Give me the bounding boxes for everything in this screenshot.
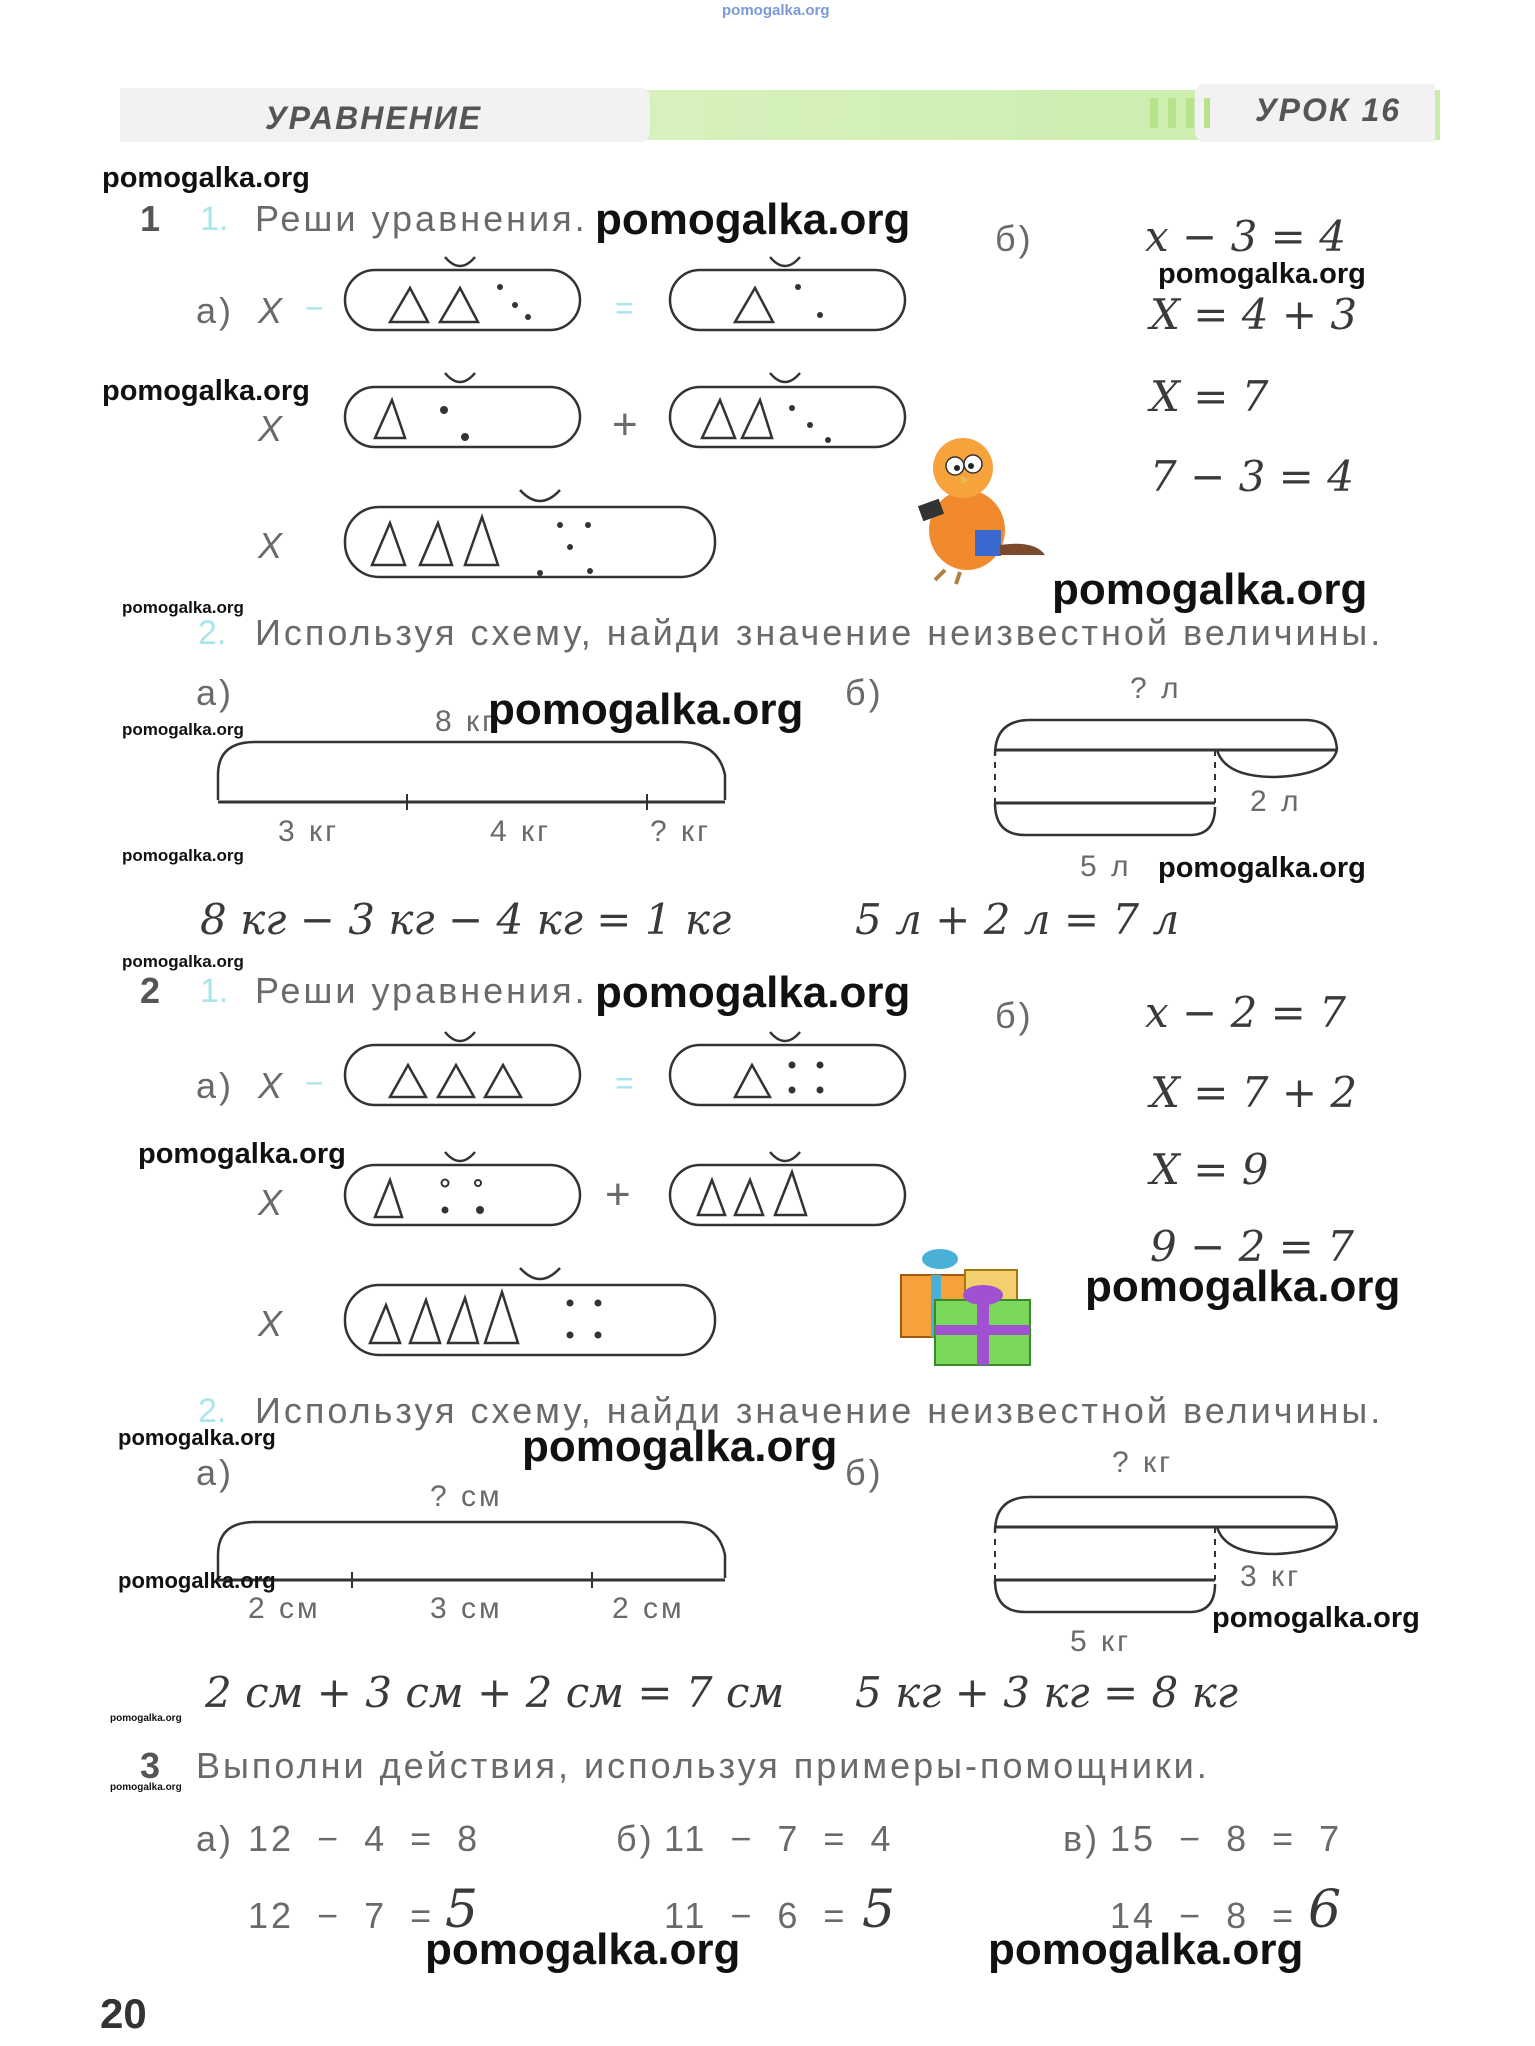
task2-equals: = bbox=[615, 1065, 634, 1101]
watermark: pomogalka.org bbox=[122, 720, 244, 739]
header-stripes bbox=[1150, 98, 1210, 128]
task2-minus: − bbox=[305, 1065, 324, 1101]
task1-diagram-a-part2: 4 кг bbox=[490, 815, 552, 848]
watermark: pomogalka.org bbox=[1158, 852, 1366, 884]
task1-diagram-b-bottom: 5 л bbox=[1080, 850, 1132, 883]
task3-a-task: 12 − 7 = bbox=[248, 1895, 435, 1936]
task2-solution-line2: X = 7 + 2 bbox=[1150, 1068, 1358, 1117]
task1-answer-b: 5 л + 2 л = 7 л bbox=[855, 895, 1180, 944]
page-title: УРАВНЕНИЕ bbox=[265, 100, 483, 136]
watermark: pomogalka.org bbox=[118, 1568, 276, 1593]
task1-diagram-b-top: 2 л bbox=[1250, 785, 1302, 818]
task1-number: 1 bbox=[140, 198, 161, 239]
task1-label-b: б) bbox=[995, 218, 1034, 259]
task1-minus: − bbox=[305, 290, 324, 326]
task3-a-helper: 12 − 4 = 8 bbox=[248, 1818, 481, 1859]
watermark: pomogalka.org bbox=[1158, 258, 1366, 290]
task1-x2: X bbox=[258, 408, 286, 449]
task2-sub1-number: 1. bbox=[200, 972, 229, 1010]
task2-diagram-a-part1: 2 см bbox=[248, 1592, 321, 1625]
task1-diagram-label-a: а) bbox=[196, 672, 235, 713]
watermark: pomogalka.org bbox=[425, 1925, 741, 1974]
task3-b-helper: 11 − 7 = 4 bbox=[664, 1818, 894, 1859]
watermark: pomogalka.org bbox=[102, 375, 310, 407]
task2-x3: X bbox=[258, 1303, 286, 1344]
task1-solution-line3: X = 7 bbox=[1150, 372, 1269, 421]
task1-diagram-label-b: б) bbox=[845, 672, 884, 713]
task2-diagram-a-part2: 3 см bbox=[430, 1592, 503, 1625]
watermark: pomogalka.org bbox=[110, 1782, 182, 1793]
watermark: pomogalka.org bbox=[1085, 1262, 1401, 1311]
task2-sub1-text: Реши уравнения. bbox=[255, 970, 588, 1011]
task2-label-a: а) bbox=[196, 1065, 235, 1106]
lesson-label: УРОК 16 bbox=[1255, 92, 1402, 128]
task1-sub1-text: Реши уравнения. bbox=[255, 198, 588, 239]
task3-b-answer: 5 bbox=[862, 1880, 896, 1940]
task3-c-label: в) bbox=[1063, 1818, 1101, 1859]
task2-diagram-a bbox=[210, 1510, 740, 1590]
watermark: pomogalka.org bbox=[122, 598, 244, 617]
task2-x1: X bbox=[258, 1065, 286, 1106]
watermark: pomogalka.org bbox=[118, 1425, 276, 1450]
task1-plus: + bbox=[612, 400, 641, 449]
watermark: pomogalka.org bbox=[522, 1422, 838, 1471]
task2-label-b: б) bbox=[995, 995, 1034, 1036]
task1-diagram-a-part1: 3 кг bbox=[278, 815, 340, 848]
bird-illustration bbox=[905, 430, 1055, 585]
task1-solution-line2: X = 4 + 3 bbox=[1150, 290, 1358, 339]
task3-b-label: б) bbox=[616, 1818, 655, 1859]
watermark: pomogalka.org bbox=[110, 1713, 182, 1724]
task2-answer-a: 2 см + 3 см + 2 см = 7 см bbox=[205, 1668, 785, 1717]
watermark: pomogalka.org bbox=[988, 1925, 1304, 1974]
task3-c-helper: 15 − 8 = 7 bbox=[1110, 1818, 1343, 1859]
task1-equals: = bbox=[615, 290, 634, 326]
task2-solution-line4: 9 − 2 = 7 bbox=[1150, 1222, 1354, 1271]
top-watermark: pomogalka.org bbox=[722, 2, 830, 19]
task2-diagram-label-a: а) bbox=[196, 1452, 235, 1493]
task1-x3: X bbox=[258, 525, 286, 566]
watermark: pomogalka.org bbox=[1052, 565, 1368, 614]
task3-a-label: а) bbox=[196, 1818, 235, 1859]
task1-diagram-a bbox=[210, 730, 740, 810]
task1-solution-line4: 7 − 3 = 4 bbox=[1150, 452, 1354, 501]
task3-number: 3 bbox=[140, 1745, 161, 1786]
watermark: pomogalka.org bbox=[1212, 1602, 1420, 1634]
task1-diagram-a-total: 8 кг bbox=[435, 705, 497, 738]
task2-equation-shapes bbox=[330, 1020, 930, 1365]
task2-diagram-b bbox=[985, 1482, 1345, 1622]
page-number: 20 bbox=[100, 1990, 147, 2037]
task2-plus: + bbox=[605, 1170, 634, 1219]
task2-answer-b: 5 кг + 3 кг = 8 кг bbox=[855, 1668, 1238, 1717]
task1-solution-line1: x − 3 = 4 bbox=[1145, 212, 1346, 261]
task1-diagram-a-part3: ? кг bbox=[650, 815, 712, 848]
task1-equation-shapes bbox=[330, 245, 930, 590]
gift-boxes-illustration bbox=[895, 1245, 1045, 1370]
task1-diagram-b-total: ? л bbox=[1130, 672, 1182, 705]
task2-diagram-a-part3: 2 см bbox=[612, 1592, 685, 1625]
task2-solution-line3: X = 9 bbox=[1150, 1145, 1269, 1194]
watermark: pomogalka.org bbox=[138, 1138, 346, 1170]
task3-text: Выполни действия, используя примеры-помощники. bbox=[196, 1745, 1210, 1786]
watermark: pomogalka.org bbox=[122, 846, 244, 865]
task2-diagram-label-b: б) bbox=[845, 1452, 884, 1493]
task3-a-answer: 5 bbox=[445, 1880, 479, 1940]
task1-sub1-number: 1. bbox=[200, 200, 229, 238]
watermark: pomogalka.org bbox=[488, 685, 804, 734]
watermark: pomogalka.org bbox=[122, 952, 244, 971]
watermark: pomogalka.org bbox=[595, 195, 911, 244]
task2-number: 2 bbox=[140, 970, 161, 1011]
task3-c-answer: 6 bbox=[1308, 1880, 1342, 1940]
task1-sub2-text: Используя схему, найди значение неизвестной величины. bbox=[255, 612, 1384, 653]
task2-sub2-text: Используя схему, найди значение неизвестной величины. bbox=[255, 1390, 1384, 1431]
watermark: pomogalka.org bbox=[102, 162, 310, 194]
task2-sub2-number: 2. bbox=[198, 1392, 227, 1430]
task2-x2: X bbox=[258, 1182, 286, 1223]
task2-solution-line1: x − 2 = 7 bbox=[1145, 988, 1346, 1037]
task3-c-task: 14 − 8 = bbox=[1110, 1895, 1297, 1936]
task3-b-task: 11 − 6 = bbox=[664, 1895, 848, 1936]
task2-diagram-b-top: 3 кг bbox=[1240, 1560, 1302, 1593]
task1-answer-a: 8 кг − 3 кг − 4 кг = 1 кг bbox=[200, 895, 732, 944]
task1-label-a: а) bbox=[196, 290, 235, 331]
task1-sub2-number: 2. bbox=[198, 614, 227, 652]
task2-diagram-b-total: ? кг bbox=[1112, 1446, 1174, 1479]
task1-x1: X bbox=[258, 290, 286, 331]
task2-diagram-b-bottom: 5 кг bbox=[1070, 1625, 1132, 1658]
task1-diagram-b bbox=[985, 705, 1345, 845]
watermark: pomogalka.org bbox=[595, 968, 911, 1017]
task2-diagram-a-total: ? см bbox=[430, 1480, 503, 1513]
